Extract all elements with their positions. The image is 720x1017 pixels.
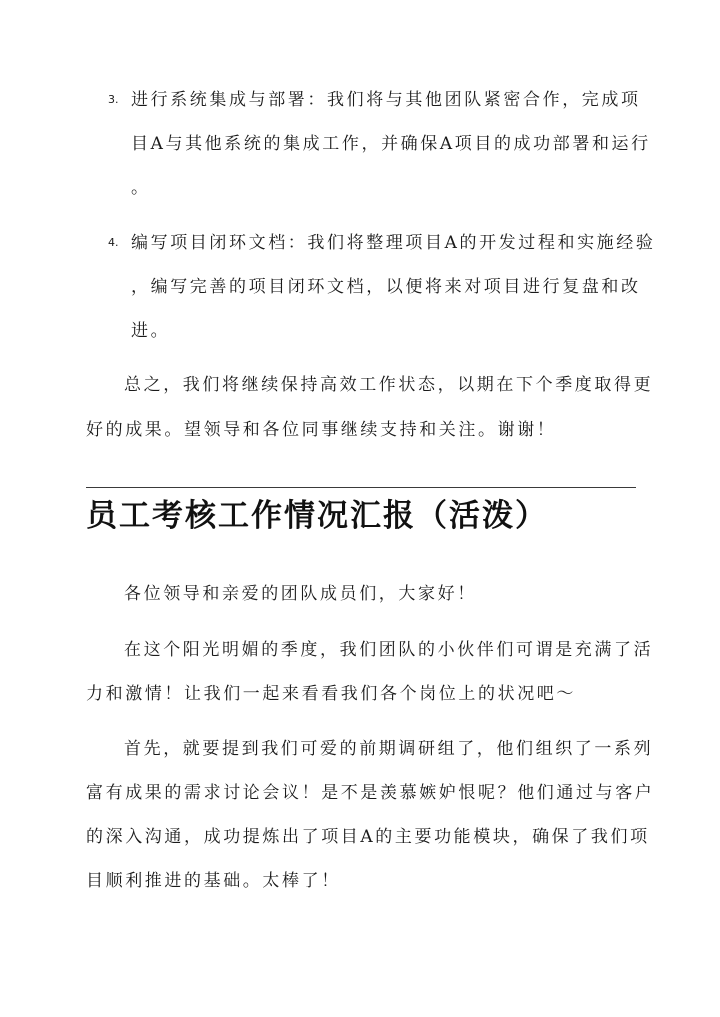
section-title: 员工考核工作情况汇报（活泼） [86, 498, 548, 534]
list-item-line: 编写项目闭环文档：我们将整理项目A的开发过程和实施经验 [131, 233, 656, 253]
list-number: 3. [108, 93, 119, 106]
list-number: 4. [108, 236, 119, 249]
research-paragraph-line: 的深入沟通，成功提炼出了项目A的主要功能模块，确保了我们项 [86, 827, 650, 847]
research-paragraph-line: 富有成果的需求讨论会议！是不是羡慕嫉妒恨呢？他们通过与客户 [86, 783, 655, 803]
section-divider [86, 487, 636, 488]
intro-line: 在这个阳光明媚的季度，我们团队的小伙伴们可谓是充满了活 [124, 640, 654, 660]
summary-line: 总之，我们将继续保持高效工作状态，以期在下个季度取得更 [124, 375, 654, 395]
intro-line: 力和激情！让我们一起来看看我们各个岗位上的状况吧～ [86, 684, 576, 704]
list-item-line: 目A与其他系统的集成工作，并确保A项目的成功部署和运行 [131, 134, 651, 154]
research-paragraph-line: 首先，就要提到我们可爱的前期调研组了，他们组织了一系列 [124, 739, 654, 759]
list-item-line: ，编写完善的项目闭环文档，以便将来对项目进行复盘和改 [131, 277, 641, 297]
greeting-line: 各位领导和亲爱的团队成员们，大家好！ [124, 584, 477, 604]
research-paragraph-line: 目顺利推进的基础。太棒了！ [86, 871, 341, 891]
list-item-line: 进行系统集成与部署：我们将与其他团队紧密合作，完成项 [131, 90, 641, 110]
summary-line: 好的成果。望领导和各位同事继续支持和关注。谢谢！ [86, 420, 557, 440]
list-item-line: 进。 [131, 321, 171, 341]
list-item-line: 。 [131, 178, 151, 198]
